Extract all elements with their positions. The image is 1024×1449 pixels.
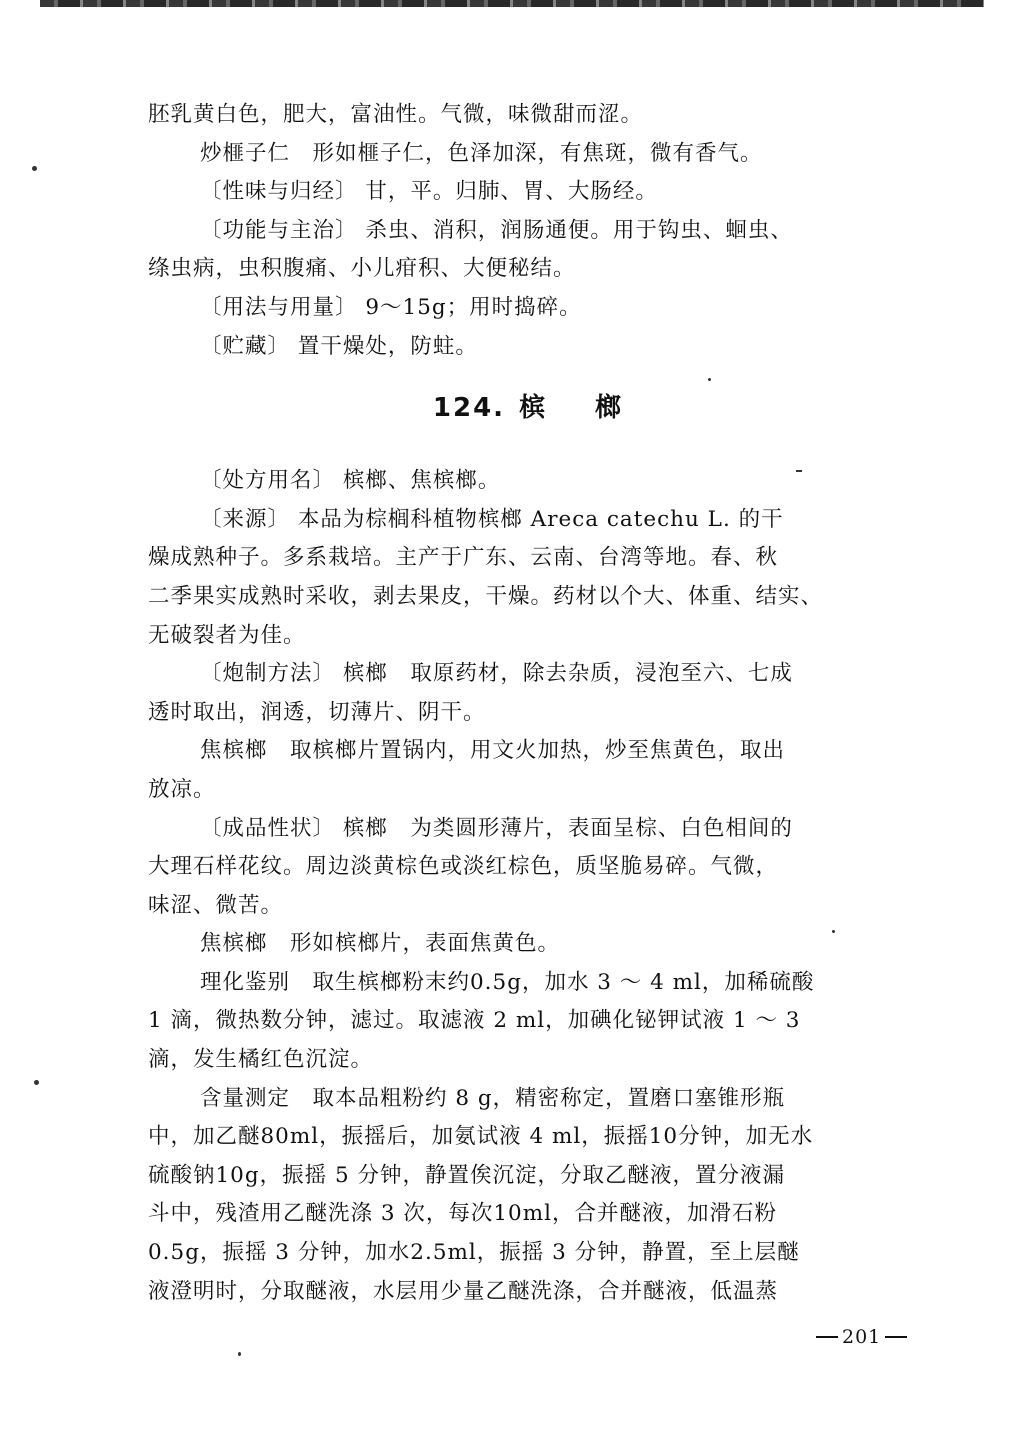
scan-speckle (32, 166, 37, 171)
text-line: 味涩、微苦。 (148, 892, 284, 918)
text-line: 胚乳黄白色，肥大，富油性。气微，味微甜而涩。 (148, 102, 644, 127)
section-heading (148, 366, 908, 462)
text-line: 〔功能与主治〕 杀虫、消积，润肠通便。用于钩虫、蛔虫、 (200, 217, 793, 243)
document-page (148, 96, 908, 1311)
scan-top-border (40, 0, 984, 7)
text-line: 含量测定 取本品粗粉约 8 g，精密称定，置磨口塞锥形瓶 (200, 1085, 786, 1111)
text-line: 二季果实成熟时采收，剥去果皮，干燥。药材以个大、体重、结实、 (148, 583, 824, 609)
section-number: 124. (432, 393, 506, 424)
text-line: 绦虫病，虫积腹痛、小儿疳积、大便秘结。 (148, 256, 576, 282)
text-line: 焦槟榔 取槟榔片置锅内，用文火加热，炒至焦黄色，取出 (200, 738, 786, 764)
section-title-char: 榔 (595, 393, 624, 424)
text-block-before-heading (148, 96, 908, 366)
text-line: 透时取出，润透，切薄片、阴干。 (148, 699, 486, 725)
text-line: 斗中，残渣用乙醚洗涤 3 次，每次10ml，合并醚液，加滑石粉 (148, 1201, 777, 1227)
text-block-after-heading (148, 462, 908, 1311)
scan-speckle (34, 1080, 39, 1085)
text-line: 硫酸钠10g，振摇 5 分钟，静置俟沉淀，分取乙醚液，置分液漏 (148, 1162, 785, 1188)
text-line: 炒榧子仁 形如榧子仁，色泽加深，有焦斑，微有香气。 (200, 140, 763, 166)
text-line: 〔性味与归经〕 甘，平。归肺、胃、大肠经。 (200, 179, 658, 205)
text-line: 中，加乙醚80ml，振摇后，加氨试液 4 ml，振摇10分钟，加无水 (148, 1124, 814, 1150)
text-line: 〔来源〕 本品为棕榈科植物槟榔 Areca catechu L. 的干 (200, 506, 784, 532)
text-line: 大理石样花纹。周边淡黄棕色或淡红棕色，质坚脆易碎。气微， (148, 854, 779, 880)
scan-speckle (238, 1352, 241, 1356)
text-line: 〔用法与用量〕 9～15g；用时捣碎。 (200, 294, 582, 320)
text-line: 无破裂者为佳。 (148, 622, 306, 648)
text-line: 燥成熟种子。多系栽培。主产于广东、云南、台湾等地。春、秋 (148, 545, 779, 571)
section-title-char: 槟 (519, 393, 548, 424)
text-line: 〔成品性状〕 槟榔 为类圆形薄片，表面呈棕、白色相间的 (200, 815, 793, 841)
text-line: 〔贮藏〕 置干燥处，防蛀。 (200, 333, 478, 359)
text-line: 理化鉴别 取生槟榔粉末约0.5g，加水 3 ～ 4 ml，加稀硫酸 (200, 969, 815, 995)
page-number-text: 201 (842, 1326, 882, 1348)
text-line: 滴，发生橘红色沉淀。 (148, 1047, 374, 1073)
text-line: 焦槟榔 形如槟榔片，表面焦黄色。 (200, 931, 561, 957)
text-line: 0.5g，振摇 3 分钟，加水2.5ml，振摇 3 分钟，静置，至上层醚 (148, 1240, 800, 1266)
text-line: 放凉。 (148, 776, 216, 802)
text-line: 〔处方用名〕 槟榔、焦槟榔。 (200, 468, 501, 494)
text-line: 〔炮制方法〕 槟榔 取原药材，除去杂质，浸泡至六、七成 (200, 661, 793, 687)
text-line: 1 滴，微热数分钟，滤过。取滤液 2 ml，加碘化铋钾试液 1 ～ 3 (148, 1008, 801, 1034)
text-line: 液澄明时，分取醚液，水层用少量乙醚洗涤，合并醚液，低温蒸 (148, 1278, 779, 1304)
page-number (812, 1326, 911, 1348)
